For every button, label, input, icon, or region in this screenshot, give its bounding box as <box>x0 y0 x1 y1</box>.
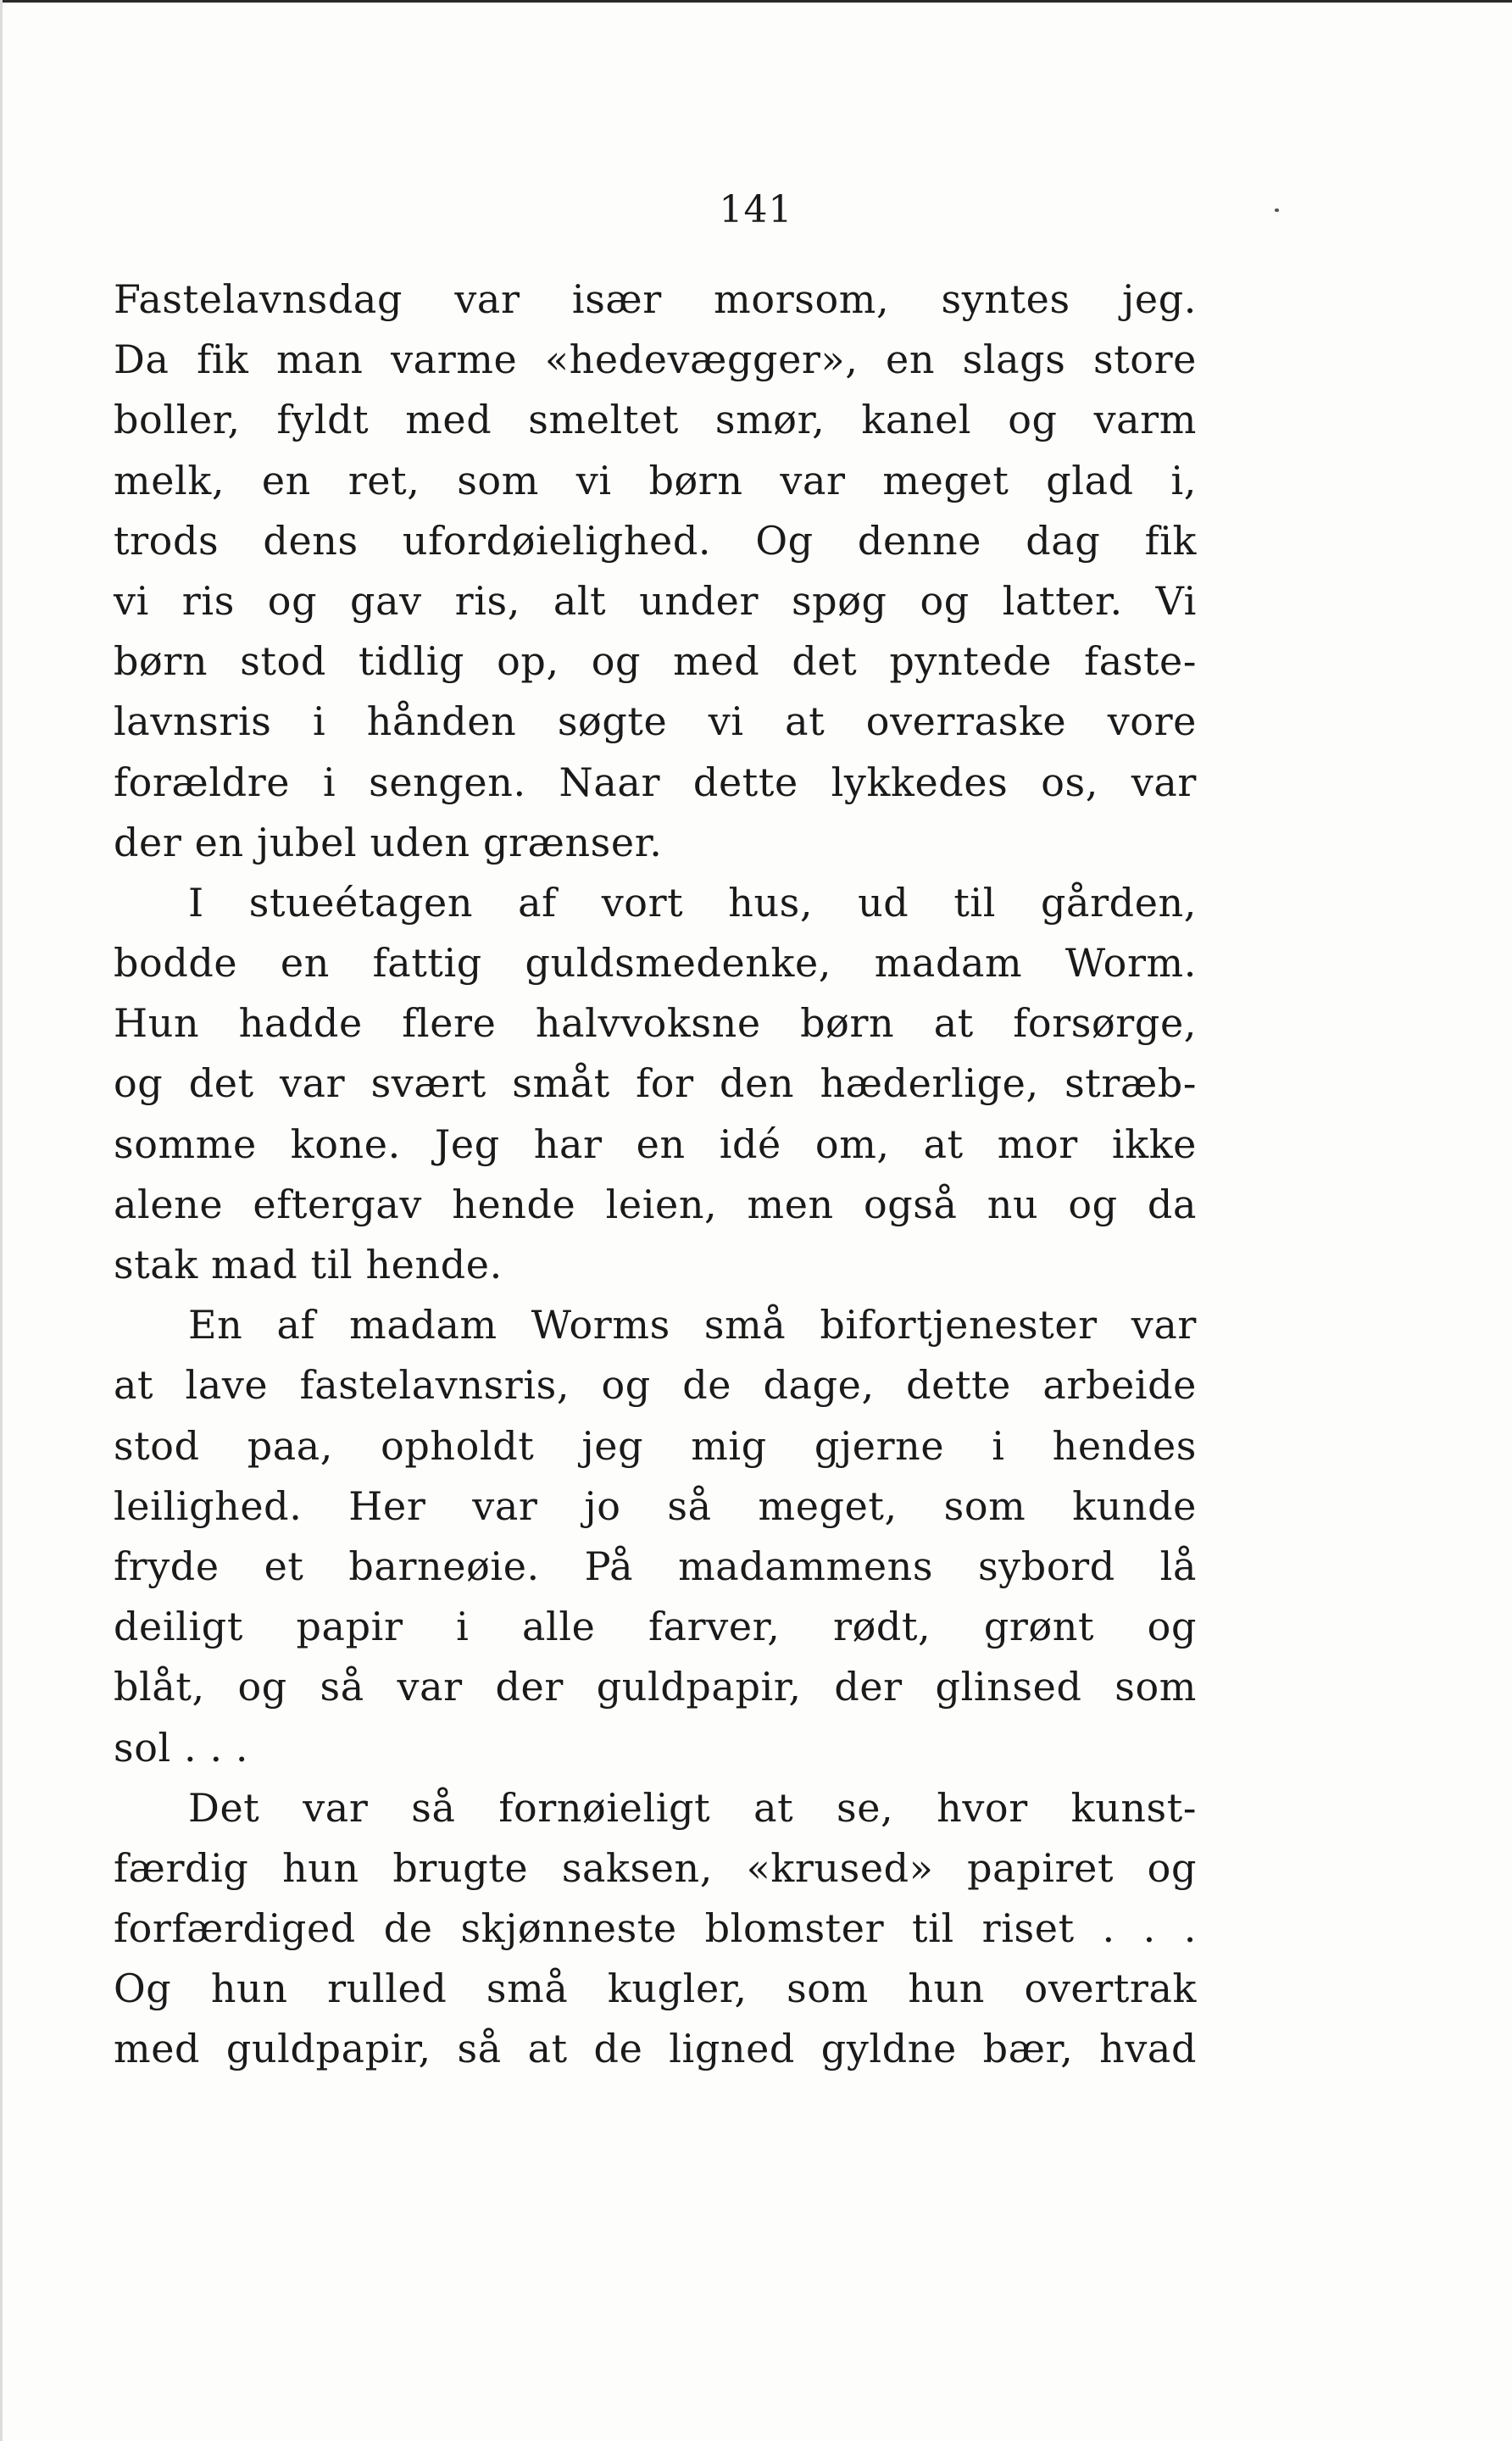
text-line: alene eftergav hende leien, men også nu og da <box>114 1181 1197 1227</box>
text-line: Fastelavnsdag var især morsom, syntes jeg. <box>114 276 1197 322</box>
text-line: stak mad til hende. <box>114 1242 503 1287</box>
text-line: blåt, og så var der guldpapir, der glinsed som <box>114 1664 1197 1710</box>
text-line: Det var så fornøieligt at se, hvor kunst- <box>188 1784 1197 1831</box>
text-line: trods dens ufordøielighed. Og denne dag fik <box>114 517 1197 564</box>
text-line: somme kone. Jeg har en idé om, at mor ikke <box>114 1120 1197 1167</box>
text-line: at lave fastelavnsris, og de dage, dette arbeide <box>114 1362 1197 1409</box>
text-line: vi ris og gav ris, alt under spøg og latter. Vi <box>114 577 1197 624</box>
text-line: børn stod tidlig op, og med det pyntede faste- <box>114 638 1197 685</box>
page-left-edge <box>0 0 3 2441</box>
text-line: sol . . . <box>114 1724 249 1771</box>
text-line: En af madam Worms små bifortjenester var <box>188 1302 1197 1348</box>
text-line: færdig hun brugte saksen, «krused» papiret og <box>114 1844 1197 1891</box>
text-line: lavnsris i hånden søgte vi at overraske vore <box>114 698 1197 745</box>
page-number: 141 <box>719 188 793 231</box>
text-line: fryde et barneøie. På madammens sybord lå <box>114 1543 1197 1589</box>
body-text <box>114 270 1197 2080</box>
text-line: der en jubel uden grænser. <box>114 819 663 865</box>
text-line: Og hun rulled små kugler, som hun overtrak <box>114 1966 1197 2012</box>
text-line: stod paa, opholdt jeg mig gjerne i hendes <box>114 1422 1197 1469</box>
text-line: melk, en ret, som vi børn var meget glad i, <box>114 457 1197 503</box>
text-line: med guldpapir, så at de ligned gyldne bær, hvad <box>114 2026 1197 2072</box>
text-line: deiligt papir i alle farver, rødt, grønt og <box>114 1604 1197 1650</box>
text-line: forfærdiged de skjønneste blomster til riset . . . <box>114 1905 1197 1952</box>
text-line: leilighed. Her var jo så meget, som kunde <box>114 1482 1197 1529</box>
text-line: bodde en fattig guldsmedenke, madam Worm. <box>114 940 1197 987</box>
text-line: I stueétagen af vort hus, ud til gården, <box>188 879 1197 926</box>
text-line: Hun hadde flere halvvoksne børn at forsørge, <box>114 1000 1197 1047</box>
text-line: boller, fyldt med smeltet smør, kanel og varm <box>114 397 1197 443</box>
page-top-edge <box>0 0 1512 3</box>
text-line: forældre i sengen. Naar dette lykkedes os, var <box>114 759 1197 805</box>
text-line: Da fik man varme «hedevægger», en slags store <box>114 336 1197 383</box>
text-line: og det var svært småt for den hæderlige, stræb- <box>114 1060 1197 1107</box>
